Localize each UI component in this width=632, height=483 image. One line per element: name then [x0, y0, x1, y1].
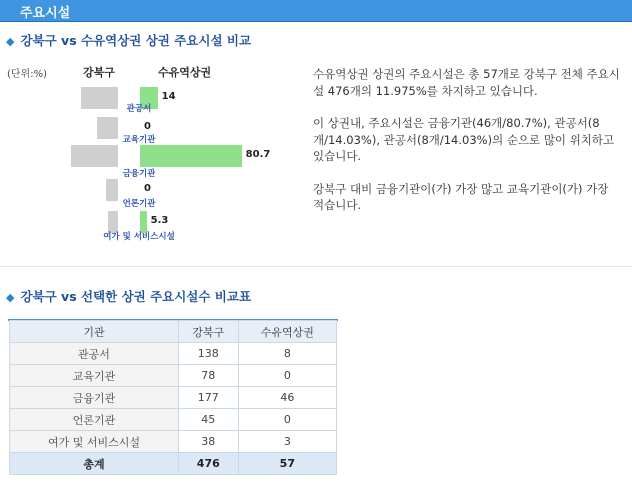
description-paragraph: 강북구 대비 금융기관이(가) 가장 많고 교육기관이(가) 가장 적습니다.: [313, 181, 609, 212]
table-row: [10, 431, 337, 453]
table-cell: 0: [238, 409, 336, 431]
bar-gangbuk: [97, 117, 118, 139]
table-cell: 177: [178, 387, 238, 409]
table-cell: 138: [178, 343, 238, 365]
table-cell: 총계: [10, 453, 179, 475]
table-cell: 8: [238, 343, 336, 365]
table-cell: 금융기관: [10, 387, 179, 409]
unit-label: (단위:%): [7, 69, 47, 80]
category-label: 교육기관: [122, 135, 156, 145]
table-cell: 관공서: [10, 343, 179, 365]
table-cell: 46: [238, 387, 336, 409]
series-right-label: 수유역상권: [158, 66, 212, 79]
table-cell: 38: [178, 431, 238, 453]
description-paragraph: 수유역상권 상권의 주요시설은 총 57개로 강북구 전체 주요시설 476개의 11.975%를 차지하고 있습니다.: [313, 67, 620, 98]
table-header: 강북구: [178, 321, 238, 343]
value-label-right: 0: [144, 121, 151, 132]
table-row: [10, 387, 337, 409]
series-left-label: 강북구: [83, 66, 115, 79]
value-label-right: 5.3: [150, 215, 169, 226]
table-cell: 0: [238, 365, 336, 387]
category-label: 여가 및 서비스시설: [103, 232, 175, 242]
section-title-text: 강북구 vs 수유역상권 상권 주요시설 비교: [20, 33, 252, 48]
table-cell: 교육기관: [10, 365, 179, 387]
category-label: 언론기관: [122, 199, 156, 209]
value-label-right: 14: [161, 91, 176, 102]
table-cell: 57: [238, 453, 336, 475]
divider: [0, 266, 632, 267]
bar-suyu: [140, 145, 242, 167]
page-title: 주요시설: [20, 6, 71, 21]
section-title-table: [6, 287, 251, 305]
bar-gangbuk: [106, 179, 118, 201]
diamond-bullet-icon: ◆: [6, 291, 15, 304]
bar-gangbuk: [71, 145, 118, 167]
category-label: 관공서: [126, 104, 152, 114]
bar-gangbuk: [81, 87, 118, 109]
section-title-text: 강북구 vs 선택한 상권 주요시설수 비교표: [20, 289, 252, 304]
table-cell: 3: [238, 431, 336, 453]
table-cell: 45: [178, 409, 238, 431]
table-cell: 여가 및 서비스시설: [10, 431, 179, 453]
category-label: 금융기관: [122, 169, 156, 179]
table-cell: 언론기관: [10, 409, 179, 431]
table-row: [10, 409, 337, 431]
diamond-bullet-icon: ◆: [6, 35, 15, 48]
value-label-right: 80.7: [245, 149, 271, 160]
table-total-row: [10, 453, 337, 475]
table-cell: 78: [178, 365, 238, 387]
facility-comparison-chart: [0, 0, 300, 250]
comparison-table: [9, 320, 337, 475]
description-text: [313, 66, 623, 230]
value-label-right: 0: [144, 183, 151, 194]
table-row: [10, 365, 337, 387]
table-header: 수유역상권: [238, 321, 336, 343]
description-paragraph: 이 상권내, 주요시설은 금융기관(46개/80.7%), 관공서(8개/14.03%), 관공서(8개/14.03%)의 순으로 많이 위치하고 있습니다.: [313, 116, 615, 163]
table-row: [10, 343, 337, 365]
table-cell: 476: [178, 453, 238, 475]
table-header: 기관: [10, 321, 179, 343]
